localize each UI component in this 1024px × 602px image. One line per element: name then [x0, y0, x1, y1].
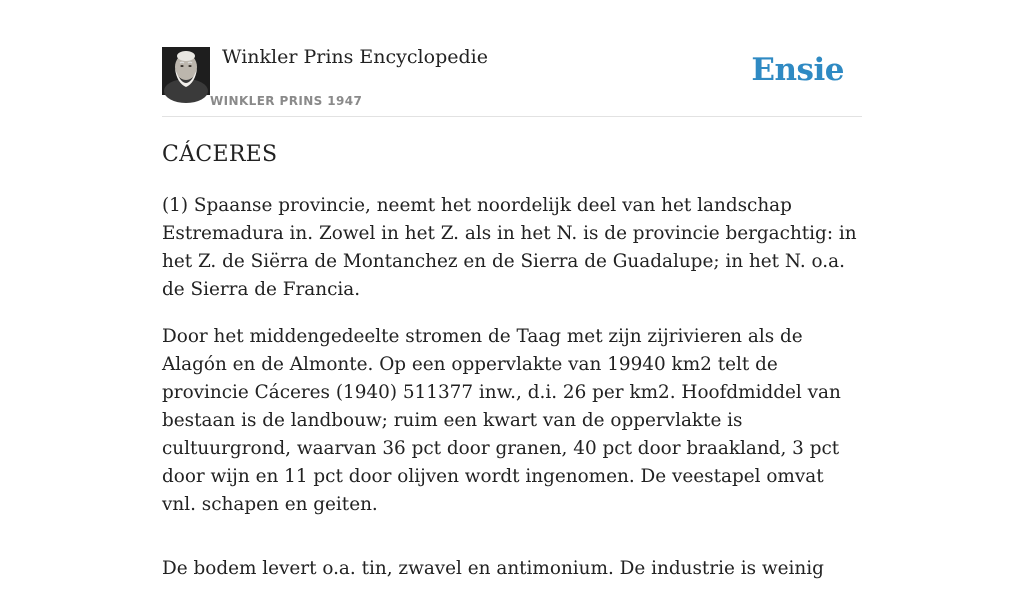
ensie-logo[interactable]: Ensie	[751, 52, 844, 88]
article-paragraph: (1) Spaanse provincie, neemt het noordelijk deel van het landschap Estremadura in. Zowel in het Z. als in het N. is de provincie bergachtig: in het Z. de Siërra de Montanchez en de Sierra de Guadalupe; in het N. o.a. de Sierra de Francia.	[162, 195, 857, 300]
article-title: CÁCERES	[162, 142, 278, 167]
article-paragraph: De bodem levert o.a. tin, zwavel en antimonium. De industrie is weinig	[162, 558, 824, 579]
article-paragraph: Door het middengedeelte stromen de Taag met zijn zijrivieren als de Alagón en de Almonte. Op een oppervlakte van 19940 km2 telt de provincie Cáceres (1940) 511377 inw., d.i. 26 per km2. Hoofdmiddel van bestaan is de landbouw; ruim een kwart van de oppervlakte is cultuurgrond, waarvan 36 pct door granen, 40 pct door braakland, 3 pct door wijn en 11 pct door olijven wordt ingenomen. De veestapel omvat vnl. schapen en geiten.	[162, 326, 841, 515]
article-header	[162, 44, 862, 117]
bearded-man-portrait-icon	[162, 47, 210, 95]
article-body	[162, 140, 862, 602]
source-avatar[interactable]	[162, 47, 210, 95]
source-title[interactable]: Winkler Prins Encyclopedie	[222, 46, 488, 68]
source-subtitle[interactable]: WINKLER PRINS 1947	[210, 94, 363, 108]
